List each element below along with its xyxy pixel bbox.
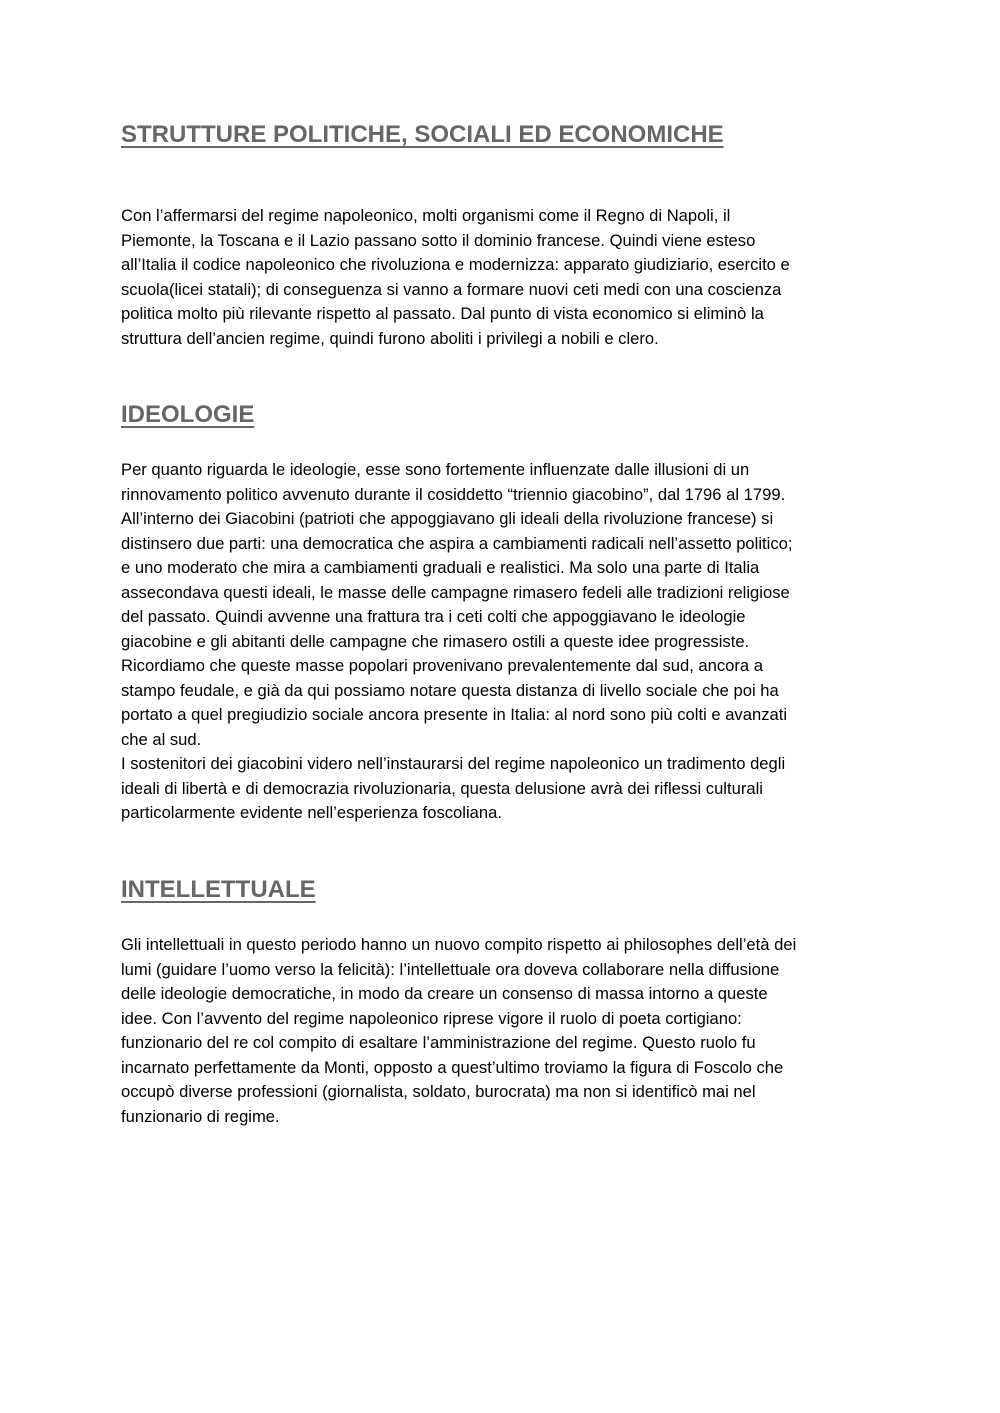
section-body-strutture	[121, 204, 881, 351]
text-line: all’Italia il codice napoleonico che rivoluziona e modernizza: apparato giudiziario, esercito e	[121, 255, 790, 274]
text-line: Ricordiamo che queste masse popolari provenivano prevalentemente dal sud, ancora a	[121, 656, 764, 675]
text-line: idee. Con l’avvento del regime napoleonico riprese vigore il ruolo di poeta cortigiano:	[121, 1008, 742, 1028]
text-line: assecondava questi ideali, le masse delle campagne rimasero fedeli alle tradizioni religiose	[121, 582, 790, 602]
text-line: Piemonte, la Toscana e il Lazio passano sotto il dominio francese. Quindi viene esteso	[121, 230, 756, 250]
text-line: Per quanto riguarda le ideologie, esse sono fortemente influenzate dalle illusioni di un	[121, 460, 750, 479]
text-line: delle ideologie democratiche, in modo da creare un consenso di massa intorno a queste	[121, 984, 768, 1003]
text-line: lumi (guidare l’uomo verso la felicità): l’intellettuale ora doveva collaborare nella diffusione	[121, 959, 780, 979]
section-body-ideologie	[121, 458, 881, 826]
section-heading-strutture: STRUTTURE POLITICHE, SOCIALI ED ECONOMICHE	[121, 121, 724, 148]
text-line: del passato. Quindi avvenne una frattura tra i ceti colti che appoggiavano le ideologie	[121, 607, 746, 626]
text-line: portato a quel pregiudizio sociale ancora presente in Italia: al nord sono più colti e avanzati	[121, 705, 788, 724]
text-line: e uno moderato che mira a cambiamenti graduali e realistici. Ma solo una parte di Italia	[121, 558, 760, 577]
text-line: giacobine e gli abitanti delle campagne che rimasero ostili a queste idee progressiste.	[121, 631, 750, 651]
text-line: struttura dell’ancien regime, quindi furono aboliti i privilegi a nobili e clero.	[121, 328, 659, 348]
text-line: stampo feudale, e già da qui possiamo notare questa distanza di livello sociale che poi ha	[121, 680, 779, 700]
text-line: I sostenitori dei giacobini videro nell’instaurarsi del regime napoleonico un tradimento degli	[121, 754, 786, 773]
text-line: Con l’affermarsi del regime napoleonico, molti organismi come il Regno di Napoli, il	[121, 206, 731, 225]
text-line: rinnovamento politico avvenuto durante il cosiddetto “triennio giacobino”, dal 1796 al 1799.	[121, 484, 786, 504]
text-line: All’interno dei Giacobini (patrioti che appoggiavano gli ideali della rivoluzione francese) si	[121, 509, 774, 528]
section-body-intellettuale	[121, 933, 881, 1129]
text-line: Gli intellettuali in questo periodo hanno un nuovo compito rispetto ai philosophes dell’età dei	[121, 935, 797, 954]
text-line: che al sud.	[121, 729, 202, 749]
text-line: incarnato perfettamente da Monti, opposto a quest’ultimo troviamo la figura di Foscolo che	[121, 1057, 784, 1077]
text-line: distinsero due parti: una democratica che aspira a cambiamenti radicali nell’assetto politico;	[121, 533, 793, 553]
text-line: funzionario di regime.	[121, 1106, 280, 1126]
text-line: politica molto più rilevante rispetto al passato. Dal punto di vista economico si eliminò la	[121, 304, 764, 323]
text-line: funzionario del re col compito di esaltare l’amministrazione del regime. Questo ruolo fu	[121, 1033, 756, 1052]
section-heading-intellettuale: INTELLETTUALE	[121, 876, 316, 903]
text-line: particolarmente evidente nell’esperienza foscoliana.	[121, 803, 502, 822]
text-line: occupò diverse professioni (giornalista, soldato, burocrata) ma non si identificò mai nel	[121, 1082, 756, 1101]
text-line: ideali di libertà e di democrazia rivoluzionaria, questa delusione avrà dei riflessi culturali	[121, 778, 763, 798]
text-line: scuola(licei statali); di conseguenza si vanno a formare nuovi ceti medi con una coscienza	[121, 279, 782, 299]
section-heading-ideologie: IDEOLOGIE	[121, 401, 255, 428]
